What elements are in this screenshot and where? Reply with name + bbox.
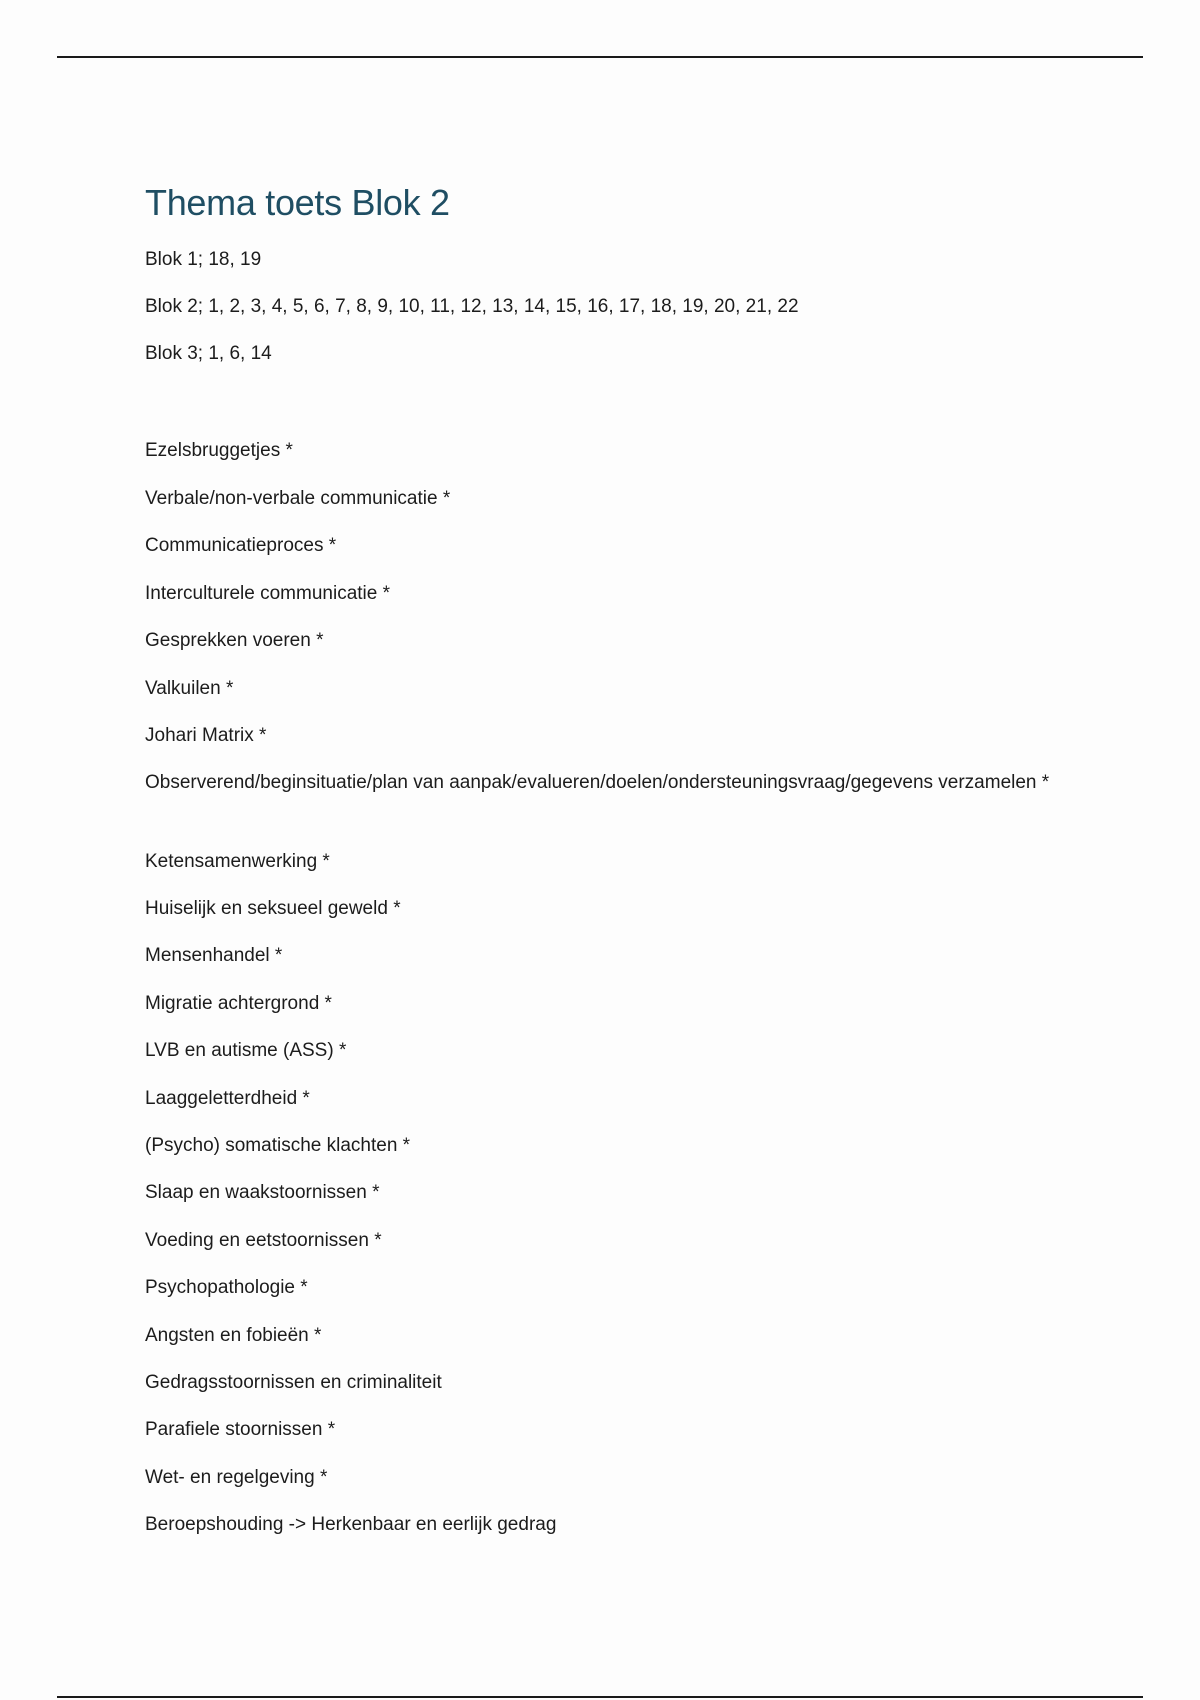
topic-item: Valkuilen * <box>145 678 234 699</box>
topic-item: Ezelsbruggetjes * <box>145 440 293 461</box>
topic-item: Verbale/non-verbale communicatie * <box>145 488 451 509</box>
topic-item: Slaap en waakstoornissen * <box>145 1182 380 1203</box>
topic-item: Parafiele stoornissen * <box>145 1419 336 1440</box>
block-line-2: Blok 2; 1, 2, 3, 4, 5, 6, 7, 8, 9, 10, 11, 12, 13, 14, 15, 16, 17, 18, 19, 20, 21, 22 <box>145 296 799 317</box>
topic-item: Interculturele communicatie * <box>145 583 390 604</box>
block-line-1: Blok 1; 18, 19 <box>145 249 262 270</box>
page-title: Thema toets Blok 2 <box>145 182 450 223</box>
topic-item: Communicatieproces * <box>145 535 337 556</box>
topic-item: Johari Matrix * <box>145 725 267 746</box>
topic-item: Gedragsstoornissen en criminaliteit <box>145 1372 442 1393</box>
topic-item: Laaggeletterdheid * <box>145 1088 310 1109</box>
topic-item: LVB en autisme (ASS) * <box>145 1040 347 1061</box>
topic-item: Voeding en eetstoornissen * <box>145 1230 382 1251</box>
topic-item: Gesprekken voeren * <box>145 630 324 651</box>
topic-item: Ketensamenwerking * <box>145 851 330 872</box>
topic-item: Wet- en regelgeving * <box>145 1467 328 1488</box>
topic-item: Observerend/beginsituatie/plan van aanpak/evalueren/doelen/ondersteuningsvraag/gegevens verzamelen * <box>145 772 1050 793</box>
topic-item: Mensenhandel * <box>145 945 283 966</box>
topic-item: Psychopathologie * <box>145 1277 308 1298</box>
topic-item: Angsten en fobieën * <box>145 1325 322 1346</box>
block-line-3: Blok 3; 1, 6, 14 <box>145 343 272 364</box>
topic-item: Huiselijk en seksueel geweld * <box>145 898 401 919</box>
topic-item: Migratie achtergrond * <box>145 993 332 1014</box>
topic-item: Beroepshouding -> Herkenbaar en eerlijk gedrag <box>145 1514 557 1535</box>
header-rule <box>57 56 1143 58</box>
topic-item: (Psycho) somatische klachten * <box>145 1135 411 1156</box>
footer-rule <box>57 1696 1143 1698</box>
